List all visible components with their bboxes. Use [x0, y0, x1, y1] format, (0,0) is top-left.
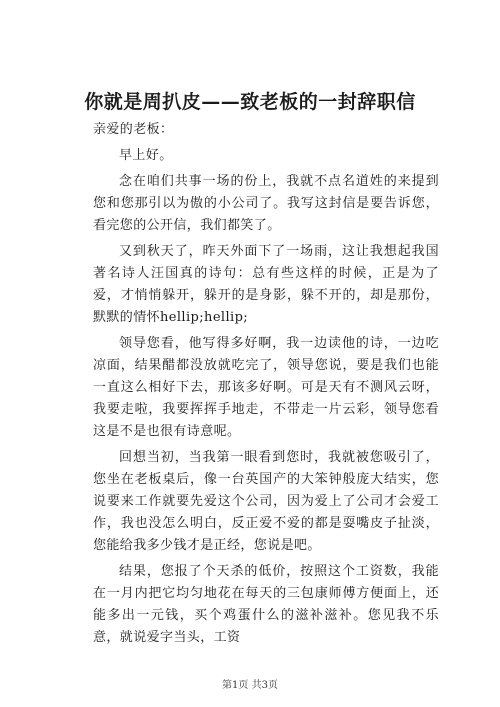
paragraph: 念在咱们共事一场的份上，我就不点名道姓的来提到您和您那引以为傲的小公司了。我写这封信是要告诉您，看完您的公开信，我们都笑了。	[93, 174, 439, 233]
paragraph: 领导您看，他写得多好啊，我一边读他的诗，一边吃凉面，结果醋都没放就吃完了，领导您说，要是我们也能一直这么相好下去，那该多好啊。可是天有不测风云呀，我要走啦，我要挥挥手地走，不带走一片云彩，领导您看这是不是也很有诗意呢。	[93, 336, 439, 439]
paragraph: 回想当初，当我第一眼看到您时，我就被您吸引了，您坐在老板桌后，像一台英国产的大笨钟般庞大结实，您说要来工作就要先爱这个公司，因为爱上了公司才会爱工作，我也没怎么明白，反正爱不爱的都是耍嘴皮子扯淡，您能给我多少钱才是正经，您说是吧。	[93, 450, 439, 553]
document-title: 你就是周扒皮——致老板的一封辞职信	[84, 91, 416, 113]
paragraph: 又到秋天了，昨天外面下了一场雨，这让我想起我国著名诗人汪国真的诗句：总有些这样的时候，正是为了爱，才悄悄躲开，躲开的是身影，躲不开的，却是那份，默默的情怀hellip;hellip;	[93, 244, 439, 325]
paragraph: 结果，您报了个天杀的低价，按照这个工资数，我能在一月内把它均匀地花在每天的三包康师傅方便面上，还能多出一元钱，买个鸡蛋什么的滋补滋补。您见我不乐意，就说爱字当头，工资	[93, 564, 439, 645]
greeting: 早上好。	[119, 148, 173, 163]
salutation: 亲爱的老板：	[93, 122, 174, 137]
document-body	[93, 119, 439, 653]
page-footer: 第1页 共3页	[222, 680, 278, 691]
